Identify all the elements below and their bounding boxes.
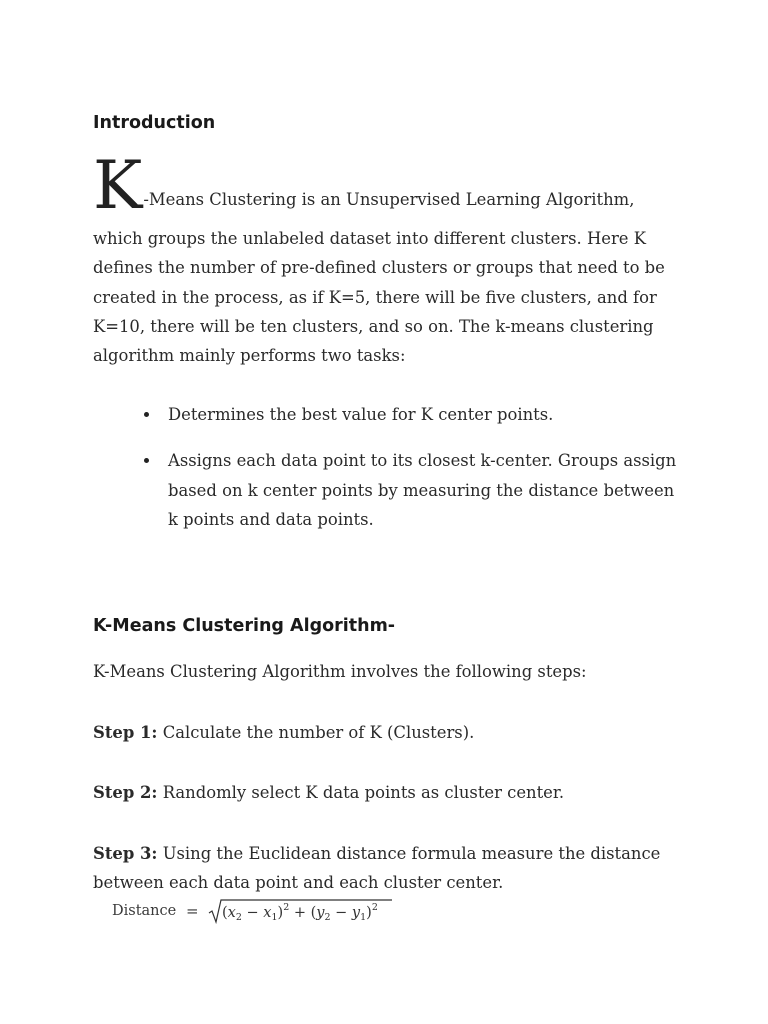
distance-formula [112, 898, 393, 926]
step-label: Step 2: [93, 783, 158, 802]
list-item [140, 400, 680, 429]
bullet-icon [144, 458, 149, 463]
intro-paragraph: which groups the unlabeled dataset into different clusters. Here K defines the number of pre-defined clusters or groups that need to be created in the process, as if K=5, there will be five clusters, and for K=10, there will be ten clusters, and so on. The k-means clustering algorithm mainly performs two tasks: [93, 229, 665, 366]
step-text: Using the Euclidean distance formula measure the distance between each data point and each cluster center. [93, 844, 661, 893]
introduction-heading: Introduction [93, 113, 216, 133]
task-list [140, 400, 680, 551]
step-label: Step 1: [93, 723, 158, 742]
step-label: Step 3: [93, 844, 158, 863]
step-text: Calculate the number of K (Clusters). [162, 723, 475, 742]
svg-text:(x2 − x1)2 + (y2 − y1)2: $(x_2 - x_1)^2 + (y_2 - y_1)^2$ [222, 902, 379, 923]
formula-equals: = [186, 902, 199, 920]
step-1 [93, 718, 683, 747]
drop-cap: K [93, 147, 143, 224]
square-root-expression [208, 898, 393, 924]
list-item-text: Assigns each data point to its closest k-center. Groups assign based on k center points by measuring the distance between k points and data points. [168, 451, 677, 529]
step-2 [93, 778, 683, 807]
bullet-icon [144, 412, 149, 417]
algorithm-heading: K-Means Clustering Algorithm- [93, 616, 396, 636]
formula-label: Distance [112, 903, 177, 919]
list-item [140, 446, 680, 534]
list-item-text: Determines the best value for K center points. [168, 405, 554, 424]
step-3 [93, 839, 683, 898]
intro-first-line [93, 147, 683, 224]
step-text: Randomly select K data points as cluster center. [162, 783, 565, 802]
algorithm-lead: K-Means Clustering Algorithm involves the following steps: [93, 662, 587, 681]
intro-first-line-text: -Means Clustering is an Unsupervised Learning Algorithm, [143, 190, 635, 209]
